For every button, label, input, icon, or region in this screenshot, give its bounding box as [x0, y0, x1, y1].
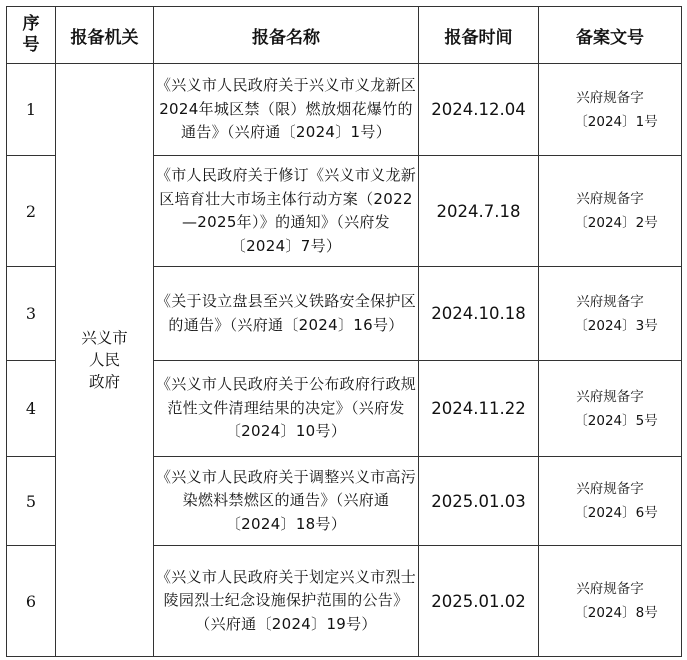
row-filing-no: 兴府规备字 〔2024〕1号 [539, 64, 682, 156]
agency-cell: 兴义市 人民 政府 [56, 64, 154, 657]
filing-table [6, 6, 682, 657]
row-filing-no: 兴府规备字 〔2024〕8号 [539, 546, 682, 657]
header-name: 报备名称 [154, 7, 419, 64]
row-time: 2025.01.03 [419, 457, 539, 546]
row-seq: 6 [7, 546, 56, 657]
row-name: 《兴义市人民政府关于兴义市义龙新区2024年城区禁（限）燃放烟花爆竹的通告》（兴府通〔2024〕1号） [154, 64, 419, 156]
row-filing-no: 兴府规备字 〔2024〕5号 [539, 361, 682, 457]
row-filing-no: 兴府规备字 〔2024〕6号 [539, 457, 682, 546]
header-agency: 报备机关 [56, 7, 154, 64]
row-name: 《兴义市人民政府关于划定兴义市烈士陵园烈士纪念设施保护范围的公告》（兴府通〔2024〕19号） [154, 546, 419, 657]
row-seq: 4 [7, 361, 56, 457]
header-row [7, 7, 682, 64]
row-filing-no: 兴府规备字 〔2024〕3号 [539, 267, 682, 361]
row-time: 2025.01.02 [419, 546, 539, 657]
row-time: 2024.12.04 [419, 64, 539, 156]
row-seq: 3 [7, 267, 56, 361]
row-name: 《关于设立盘县至兴义铁路安全保护区的通告》（兴府通〔2024〕16号） [154, 267, 419, 361]
header-seq: 序 号 [7, 7, 56, 64]
row-seq: 2 [7, 156, 56, 267]
row-time: 2024.11.22 [419, 361, 539, 457]
row-filing-no: 兴府规备字 〔2024〕2号 [539, 156, 682, 267]
row-seq: 1 [7, 64, 56, 156]
row-time: 2024.10.18 [419, 267, 539, 361]
row-time: 2024.7.18 [419, 156, 539, 267]
header-time: 报备时间 [419, 7, 539, 64]
row-name: 《兴义市人民政府关于调整兴义市高污染燃料禁燃区的通告》（兴府通〔2024〕18号） [154, 457, 419, 546]
header-filing-no: 备案文号 [539, 7, 682, 64]
row-seq: 5 [7, 457, 56, 546]
table-row [7, 64, 682, 156]
row-name: 《兴义市人民政府关于公布政府行政规范性文件清理结果的决定》（兴府发〔2024〕10号） [154, 361, 419, 457]
row-name: 《市人民政府关于修订《兴义市义龙新区培育壮大市场主体行动方案（2022—2025年）》的通知》（兴府发〔2024〕7号） [154, 156, 419, 267]
